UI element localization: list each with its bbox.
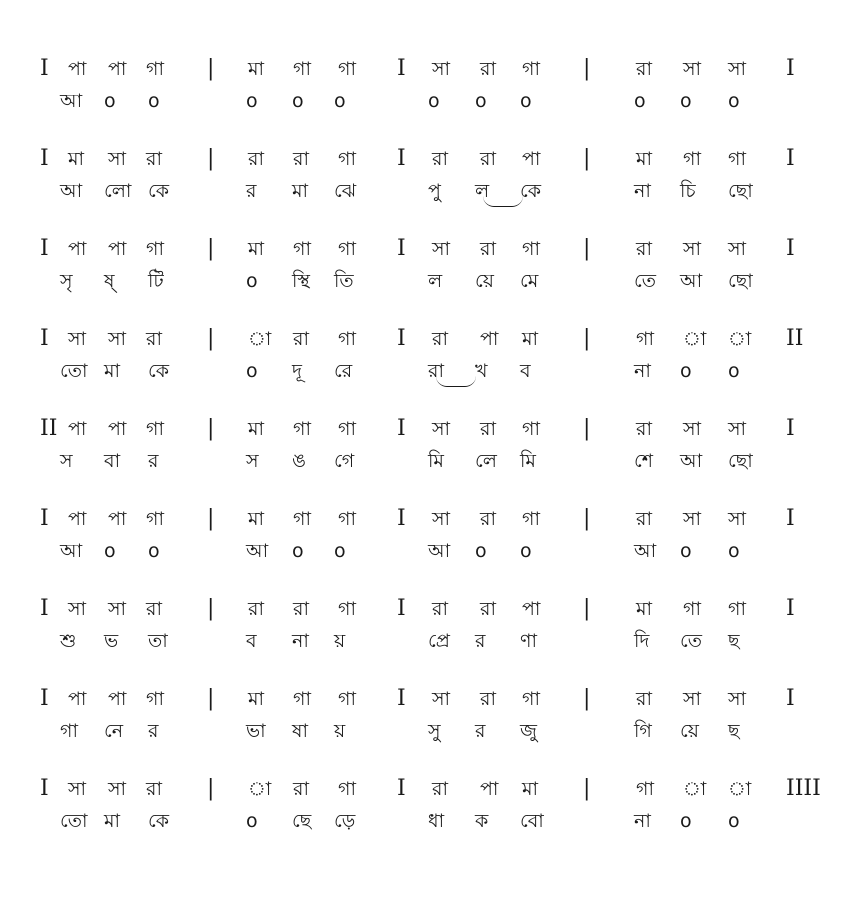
swara-note: রা bbox=[480, 238, 496, 260]
lyric-syllable: য়ে bbox=[680, 720, 699, 742]
swara-note: মা bbox=[248, 688, 265, 710]
swara-note: সা bbox=[683, 418, 702, 440]
lyric-syllable: মি bbox=[520, 450, 536, 472]
lyric-syllable: o bbox=[104, 540, 116, 562]
swara-note: পা bbox=[108, 238, 127, 260]
swara-note: পা bbox=[480, 778, 499, 800]
lyric-syllable: o bbox=[680, 810, 692, 832]
lyric-syllable: শে bbox=[634, 450, 653, 472]
bar-line: | bbox=[583, 326, 591, 351]
swara-note: গা bbox=[146, 508, 164, 530]
lyric-syllable: সু bbox=[428, 720, 441, 742]
lyric-syllable: ব bbox=[520, 360, 531, 382]
bar-line: | bbox=[207, 416, 215, 441]
lyric-syllable: ঝে bbox=[334, 180, 357, 202]
swara-note: গা bbox=[636, 778, 654, 800]
lyric-syllable: ষা bbox=[292, 720, 308, 742]
bar-line: I bbox=[40, 56, 49, 81]
swara-note: া bbox=[728, 328, 752, 350]
swara-note: রা bbox=[480, 58, 496, 80]
swara-note: মা bbox=[636, 148, 653, 170]
end-bar-line: I bbox=[786, 146, 795, 171]
lyric-syllable: লে bbox=[475, 450, 497, 472]
end-bar-line: I bbox=[786, 416, 795, 441]
lyric-syllable: বো bbox=[520, 810, 544, 832]
swara-note: রা bbox=[293, 778, 309, 800]
lyric-syllable: ষ্ bbox=[104, 270, 115, 292]
lyric-syllable: কে bbox=[148, 360, 170, 382]
lyric-syllable: র bbox=[475, 720, 486, 742]
bar-line: I bbox=[397, 416, 406, 441]
lyric-syllable: স bbox=[246, 450, 259, 472]
bar-line: I bbox=[397, 236, 406, 261]
bar-line: | bbox=[207, 236, 215, 261]
lyric-syllable: আ bbox=[634, 540, 657, 562]
lyric-syllable: তে bbox=[680, 630, 702, 652]
lyric-syllable: খ bbox=[475, 360, 488, 382]
swara-note: গা bbox=[293, 418, 311, 440]
bar-line: I bbox=[397, 146, 406, 171]
swara-note: সা bbox=[432, 418, 451, 440]
lyric-syllable: o bbox=[428, 90, 440, 112]
bar-line: | bbox=[583, 596, 591, 621]
swara-note: গা bbox=[146, 238, 164, 260]
lyric-syllable: o bbox=[475, 540, 487, 562]
lyric-syllable: o bbox=[246, 270, 258, 292]
swara-note: রা bbox=[480, 598, 496, 620]
lyric-syllable: নে bbox=[104, 720, 124, 742]
lyric-syllable: সৃ bbox=[60, 270, 73, 292]
swara-note: সা bbox=[108, 328, 127, 350]
lyric-syllable: ঙ bbox=[292, 450, 306, 472]
lyric-syllable: ছো bbox=[728, 450, 753, 472]
swara-note: রা bbox=[432, 598, 448, 620]
swara-note: গা bbox=[522, 238, 540, 260]
lyric-syllable: শু bbox=[60, 630, 77, 652]
swara-note: গা bbox=[338, 598, 356, 620]
lyric-syllable: ছ bbox=[728, 720, 740, 742]
lyric-syllable: ভা bbox=[246, 720, 266, 742]
bar-line: I bbox=[40, 686, 49, 711]
swara-note: মা bbox=[248, 238, 265, 260]
lyric-syllable: পু bbox=[428, 180, 441, 202]
swara-note: গা bbox=[146, 58, 164, 80]
bar-line: | bbox=[583, 686, 591, 711]
lyric-syllable: রা bbox=[428, 360, 444, 382]
lyric-syllable: গে bbox=[334, 450, 355, 472]
bar-line: | bbox=[207, 326, 215, 351]
lyric-syllable: তো bbox=[60, 810, 88, 832]
end-bar-line: I bbox=[786, 686, 795, 711]
lyric-syllable: তে bbox=[634, 270, 656, 292]
end-bar-line: I bbox=[786, 236, 795, 261]
lyric-syllable: মা bbox=[292, 180, 309, 202]
swara-note: গা bbox=[338, 58, 356, 80]
swara-note: সা bbox=[432, 58, 451, 80]
swara-note: মা bbox=[248, 418, 265, 440]
swara-note: সা bbox=[432, 238, 451, 260]
end-bar-line: I bbox=[786, 56, 795, 81]
lyric-syllable: ক bbox=[475, 810, 489, 832]
lyric-syllable: য় bbox=[334, 630, 346, 652]
swara-note: মা bbox=[636, 598, 653, 620]
swara-note: পা bbox=[108, 688, 127, 710]
swara-note: গা bbox=[522, 508, 540, 530]
lyric-syllable: ছো bbox=[728, 270, 753, 292]
swara-note: গা bbox=[338, 328, 356, 350]
swara-note: রা bbox=[293, 328, 309, 350]
lyric-syllable: র bbox=[475, 630, 486, 652]
lyric-syllable: আ bbox=[246, 540, 269, 562]
swara-note: গা bbox=[636, 328, 654, 350]
swara-note: গা bbox=[728, 598, 746, 620]
lyric-syllable: কে bbox=[148, 810, 170, 832]
swara-note: রা bbox=[480, 508, 496, 530]
lyric-syllable: কে bbox=[148, 180, 170, 202]
bar-line: I bbox=[40, 236, 49, 261]
swara-note: গা bbox=[293, 58, 311, 80]
swara-note: সা bbox=[728, 688, 747, 710]
bar-line: I bbox=[397, 686, 406, 711]
lyric-syllable: র bbox=[246, 180, 257, 202]
swara-note: সা bbox=[728, 238, 747, 260]
bar-line: | bbox=[583, 776, 591, 801]
lyric-syllable: o bbox=[728, 810, 740, 832]
lyric-syllable: স্থি bbox=[292, 270, 311, 292]
swara-note: রা bbox=[636, 238, 652, 260]
bar-line: I bbox=[397, 56, 406, 81]
lyric-syllable: দূ bbox=[292, 360, 302, 382]
swara-note: রা bbox=[480, 418, 496, 440]
swara-note: সা bbox=[68, 598, 87, 620]
swara-note: রা bbox=[432, 328, 448, 350]
swara-note: মা bbox=[248, 508, 265, 530]
swara-note: রা bbox=[480, 688, 496, 710]
lyric-syllable: আ bbox=[60, 90, 83, 112]
lyric-syllable: ছে bbox=[292, 810, 312, 832]
lyric-syllable: আ bbox=[428, 540, 451, 562]
notation-line bbox=[0, 688, 859, 768]
swara-note: রা bbox=[432, 778, 448, 800]
swara-note: গা bbox=[146, 688, 164, 710]
swara-note: গা bbox=[522, 688, 540, 710]
end-bar-line: II bbox=[786, 326, 804, 351]
lyric-syllable: ছ bbox=[728, 630, 740, 652]
lyric-syllable: গি bbox=[634, 720, 652, 742]
bar-line: | bbox=[583, 56, 591, 81]
lyric-syllable: o bbox=[334, 540, 346, 562]
lyric-syllable: কে bbox=[520, 180, 542, 202]
lyric-syllable: o bbox=[246, 90, 258, 112]
bar-line: I bbox=[397, 326, 406, 351]
lyric-syllable: o bbox=[292, 540, 304, 562]
bar-line: I bbox=[40, 506, 49, 531]
lyric-syllable: ল bbox=[428, 270, 443, 292]
swara-note: রা bbox=[432, 148, 448, 170]
lyric-syllable: তো bbox=[60, 360, 88, 382]
lyric-syllable: o bbox=[520, 90, 532, 112]
swara-note: গা bbox=[338, 148, 356, 170]
notation-line bbox=[0, 508, 859, 588]
swara-note: সা bbox=[728, 58, 747, 80]
lyric-syllable: ড়ে bbox=[334, 810, 356, 832]
lyric-syllable: o bbox=[148, 540, 160, 562]
swara-note: গা bbox=[293, 508, 311, 530]
lyric-syllable: o bbox=[148, 90, 160, 112]
swara-note: রা bbox=[480, 148, 496, 170]
lyric-syllable: o bbox=[680, 90, 692, 112]
lyric-syllable: o bbox=[728, 90, 740, 112]
lyric-syllable: o bbox=[475, 90, 487, 112]
bar-line: II bbox=[40, 416, 58, 441]
lyric-syllable: আ bbox=[60, 180, 83, 202]
lyric-syllable: o bbox=[520, 540, 532, 562]
swara-note: া bbox=[248, 328, 272, 350]
bar-line: | bbox=[207, 146, 215, 171]
notation-line bbox=[0, 58, 859, 138]
bar-line: | bbox=[207, 776, 215, 801]
swara-note: গা bbox=[146, 418, 164, 440]
notation-line bbox=[0, 328, 859, 408]
swara-note: সা bbox=[683, 58, 702, 80]
bar-line: | bbox=[207, 596, 215, 621]
lyric-syllable: চি bbox=[680, 180, 696, 202]
swara-note: রা bbox=[146, 148, 162, 170]
bar-line: I bbox=[40, 146, 49, 171]
lyric-syllable: মা bbox=[104, 360, 121, 382]
swara-note: রা bbox=[293, 598, 309, 620]
lyric-syllable: ণা bbox=[520, 630, 537, 652]
swara-note: পা bbox=[108, 508, 127, 530]
bar-line: | bbox=[583, 236, 591, 261]
swara-note: গা bbox=[293, 238, 311, 260]
lyric-syllable: o bbox=[634, 90, 646, 112]
bar-line: I bbox=[40, 596, 49, 621]
swara-note: মা bbox=[522, 328, 539, 350]
notation-line bbox=[0, 778, 859, 858]
swara-note: পা bbox=[68, 238, 87, 260]
swara-note: সা bbox=[432, 688, 451, 710]
lyric-syllable: মি bbox=[428, 450, 444, 472]
lyric-syllable: o bbox=[728, 540, 740, 562]
bar-line: I bbox=[40, 326, 49, 351]
lyric-syllable: লো bbox=[104, 180, 132, 202]
lyric-syllable: o bbox=[728, 360, 740, 382]
lyric-syllable: টি bbox=[148, 270, 164, 292]
swara-note: পা bbox=[68, 418, 87, 440]
bar-line: I bbox=[397, 506, 406, 531]
lyric-syllable: মে bbox=[520, 270, 539, 292]
lyric-syllable: ব bbox=[246, 630, 257, 652]
swara-note: গা bbox=[522, 58, 540, 80]
swara-note: রা bbox=[636, 58, 652, 80]
swara-note: মা bbox=[248, 58, 265, 80]
swara-note: রা bbox=[146, 778, 162, 800]
swara-note: পা bbox=[522, 598, 541, 620]
lyric-syllable: জু bbox=[520, 720, 537, 742]
lyric-syllable: য়ে bbox=[475, 270, 494, 292]
lyric-syllable: না bbox=[634, 810, 651, 832]
swara-note: সা bbox=[728, 418, 747, 440]
swara-note: গা bbox=[293, 688, 311, 710]
lyric-syllable: গা bbox=[60, 720, 78, 742]
swara-note: সা bbox=[68, 778, 87, 800]
lyric-syllable: ল bbox=[475, 180, 490, 202]
swara-note: পা bbox=[68, 688, 87, 710]
slur-mark bbox=[483, 196, 523, 207]
bar-line: I bbox=[40, 776, 49, 801]
swara-note: গা bbox=[683, 148, 701, 170]
end-bar-line: I bbox=[786, 596, 795, 621]
swara-note: পা bbox=[68, 58, 87, 80]
swara-note: সা bbox=[108, 148, 127, 170]
lyric-syllable: o bbox=[680, 360, 692, 382]
swara-note: গা bbox=[338, 508, 356, 530]
swara-note: া bbox=[728, 778, 752, 800]
swara-note: রা bbox=[293, 148, 309, 170]
lyric-syllable: আ bbox=[680, 450, 703, 472]
swara-note: রা bbox=[636, 688, 652, 710]
lyric-syllable: য় bbox=[334, 720, 346, 742]
swara-note: সা bbox=[68, 328, 87, 350]
lyric-syllable: আ bbox=[680, 270, 703, 292]
lyric-syllable: তি bbox=[334, 270, 354, 292]
swara-note: রা bbox=[636, 418, 652, 440]
lyric-syllable: স bbox=[60, 450, 73, 472]
bar-line: | bbox=[583, 506, 591, 531]
lyric-syllable: ধা bbox=[428, 810, 445, 832]
lyric-syllable: বা bbox=[104, 450, 121, 472]
bar-line: | bbox=[583, 416, 591, 441]
swara-note: গা bbox=[728, 148, 746, 170]
swara-note: মা bbox=[522, 778, 539, 800]
lyric-syllable: o bbox=[104, 90, 116, 112]
lyric-syllable: না bbox=[634, 360, 651, 382]
notation-line bbox=[0, 418, 859, 498]
lyric-syllable: আ bbox=[60, 540, 83, 562]
swara-note: পা bbox=[108, 418, 127, 440]
end-bar-line: IIII bbox=[786, 776, 821, 801]
lyric-syllable: না bbox=[292, 630, 309, 652]
swara-note: পা bbox=[480, 328, 499, 350]
swara-note: রা bbox=[146, 328, 162, 350]
lyric-syllable: তা bbox=[148, 630, 168, 652]
lyric-syllable: র bbox=[148, 720, 159, 742]
swara-note: রা bbox=[248, 598, 264, 620]
swara-note: রা bbox=[636, 508, 652, 530]
swara-note: া bbox=[683, 328, 707, 350]
swara-note: পা bbox=[108, 58, 127, 80]
bar-line: I bbox=[397, 776, 406, 801]
notation-line bbox=[0, 148, 859, 228]
swara-note: পা bbox=[68, 508, 87, 530]
swara-note: গা bbox=[338, 418, 356, 440]
swara-note: া bbox=[248, 778, 272, 800]
swara-note: সা bbox=[108, 778, 127, 800]
end-bar-line: I bbox=[786, 506, 795, 531]
bar-line: | bbox=[207, 56, 215, 81]
lyric-syllable: রে bbox=[334, 360, 353, 382]
swara-note: রা bbox=[146, 598, 162, 620]
lyric-syllable: o bbox=[246, 360, 258, 382]
swara-note: া bbox=[683, 778, 707, 800]
notation-line bbox=[0, 598, 859, 678]
bar-line: | bbox=[583, 146, 591, 171]
swara-note: মা bbox=[68, 148, 85, 170]
bar-line: | bbox=[207, 686, 215, 711]
swara-note: পা bbox=[522, 148, 541, 170]
lyric-syllable: মা bbox=[104, 810, 121, 832]
bar-line: | bbox=[207, 506, 215, 531]
swara-note: সা bbox=[728, 508, 747, 530]
slur-mark bbox=[436, 376, 476, 387]
swara-note: রা bbox=[248, 148, 264, 170]
bar-line: I bbox=[397, 596, 406, 621]
swara-note: সা bbox=[108, 598, 127, 620]
notation-line bbox=[0, 238, 859, 318]
lyric-syllable: র bbox=[148, 450, 159, 472]
swara-note: গা bbox=[338, 778, 356, 800]
lyric-syllable: o bbox=[246, 810, 258, 832]
swara-note: সা bbox=[683, 238, 702, 260]
lyric-syllable: না bbox=[634, 180, 651, 202]
lyric-syllable: ভ bbox=[104, 630, 119, 652]
swara-note: সা bbox=[683, 508, 702, 530]
swara-note: গা bbox=[338, 688, 356, 710]
lyric-syllable: o bbox=[292, 90, 304, 112]
lyric-syllable: ছো bbox=[728, 180, 753, 202]
swara-note: সা bbox=[432, 508, 451, 530]
lyric-syllable: দি bbox=[634, 630, 650, 652]
swara-note: গা bbox=[338, 238, 356, 260]
swara-note: গা bbox=[522, 418, 540, 440]
lyric-syllable: প্রে bbox=[428, 630, 450, 652]
swara-note: গা bbox=[683, 598, 701, 620]
swara-note: সা bbox=[683, 688, 702, 710]
lyric-syllable: o bbox=[680, 540, 692, 562]
lyric-syllable: o bbox=[334, 90, 346, 112]
